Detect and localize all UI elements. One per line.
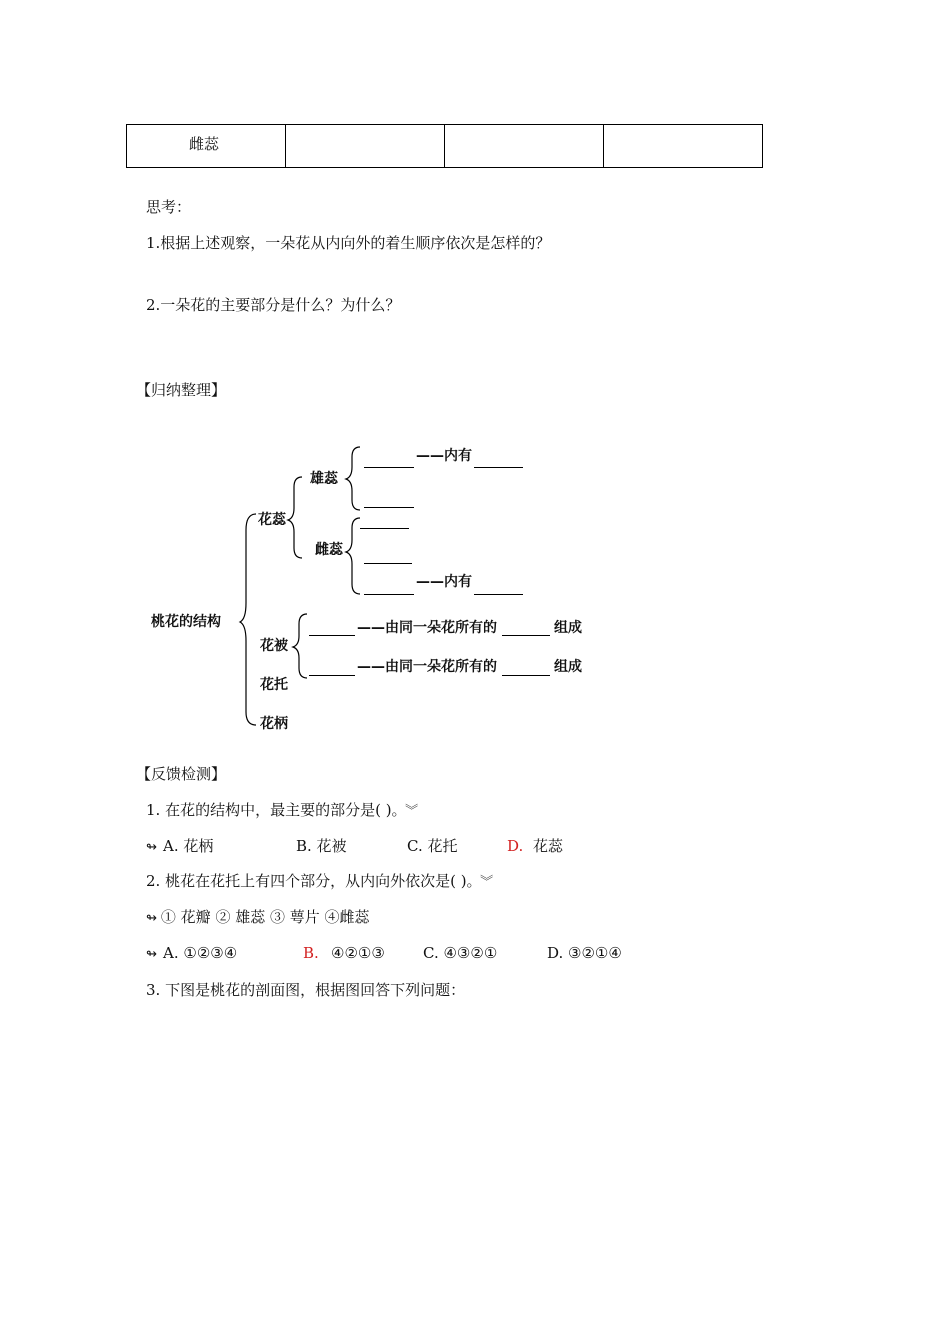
option-d[interactable]: D. ③②①④	[547, 944, 622, 962]
option-c[interactable]: C. 花托	[407, 837, 458, 855]
question-2-text: 2. 桃花在花托上有四个部分，从内向外依次是( )。	[146, 872, 475, 890]
question-1-text: 1. 在花的结构中，最主要的部分是( )。	[146, 801, 400, 819]
bullet-icon: ↬	[146, 947, 157, 962]
question-2-items	[146, 908, 370, 928]
blank-line[interactable]	[364, 563, 412, 564]
contains-label: ——内有	[416, 448, 472, 464]
composed-of-label: ——由同一朵花所有的	[357, 620, 497, 636]
composed-label: 组成	[554, 620, 582, 636]
blank-line[interactable]	[502, 675, 550, 676]
contains-label: ——内有	[416, 574, 472, 590]
option-a[interactable]: A. ①②③④	[163, 944, 238, 962]
chevron-down-icon: ︾	[405, 804, 419, 819]
question-3-stem: 3. 下图是桃花的剖面图，根据图回答下列问题：	[146, 981, 466, 999]
tree-huatuo-label: 花托	[260, 677, 288, 693]
blank-line[interactable]	[364, 467, 414, 468]
table-cell-label: 雌蕊	[127, 125, 286, 168]
brace-root	[240, 514, 256, 725]
option-b[interactable]: B. 花被	[296, 837, 347, 855]
tree-xiongrui-label: 雄蕊	[310, 471, 338, 487]
option-b-letter[interactable]: B.	[303, 944, 319, 962]
question-1-options	[146, 837, 161, 857]
tree-root-label: 桃花的结构	[151, 614, 221, 630]
option-d-letter[interactable]: D.	[507, 837, 524, 855]
blank-line[interactable]	[364, 507, 414, 508]
brace-huabei	[293, 614, 307, 678]
question-2-items-text: ① 花瓣 ② 雄蕊 ③ 萼片 ④雌蕊	[160, 908, 370, 926]
option-d-text[interactable]: 花蕊	[533, 837, 564, 855]
brace-huarui	[288, 477, 302, 558]
tree-huabing-label: 花柄	[260, 716, 288, 732]
think-title: 思考：	[146, 198, 192, 216]
think-question-1: 1.根据上述观察，一朵花从内向外的着生顺序依次是怎样的？	[146, 234, 551, 252]
feedback-title: 【反馈检测】	[136, 765, 227, 783]
blank-line[interactable]	[309, 675, 355, 676]
blank-line[interactable]	[474, 594, 523, 595]
chevron-down-icon: ︾	[480, 875, 494, 890]
blank-line[interactable]	[309, 635, 355, 636]
blank-line[interactable]	[474, 467, 523, 468]
blank-line[interactable]	[364, 594, 414, 595]
composed-of-label: ——由同一朵花所有的	[357, 659, 497, 675]
blank-line[interactable]	[502, 635, 550, 636]
option-c[interactable]: C. ④③②①	[423, 944, 498, 962]
tree-huabei-label: 花被	[260, 638, 288, 654]
bullet-icon: ↬	[146, 840, 157, 855]
question-1-stem	[146, 801, 422, 821]
option-a[interactable]: A. 花柄	[163, 837, 214, 855]
question-2-options	[146, 944, 161, 964]
composed-label: 组成	[554, 659, 582, 675]
brace-cirui	[346, 518, 360, 594]
bullet-icon: ↬	[146, 911, 157, 926]
question-2-stem	[146, 872, 497, 892]
summary-title: 【归纳整理】	[136, 381, 227, 399]
option-b-text[interactable]: ④②①③	[331, 944, 385, 962]
think-question-2: 2.一朵花的主要部分是什么？为什么？	[146, 296, 401, 314]
brace-xiongrui	[346, 447, 360, 510]
tree-cirui-label: 雌蕊	[315, 542, 343, 558]
blank-line[interactable]	[360, 528, 409, 529]
tree-huarui-label: 花蕊	[258, 512, 286, 528]
